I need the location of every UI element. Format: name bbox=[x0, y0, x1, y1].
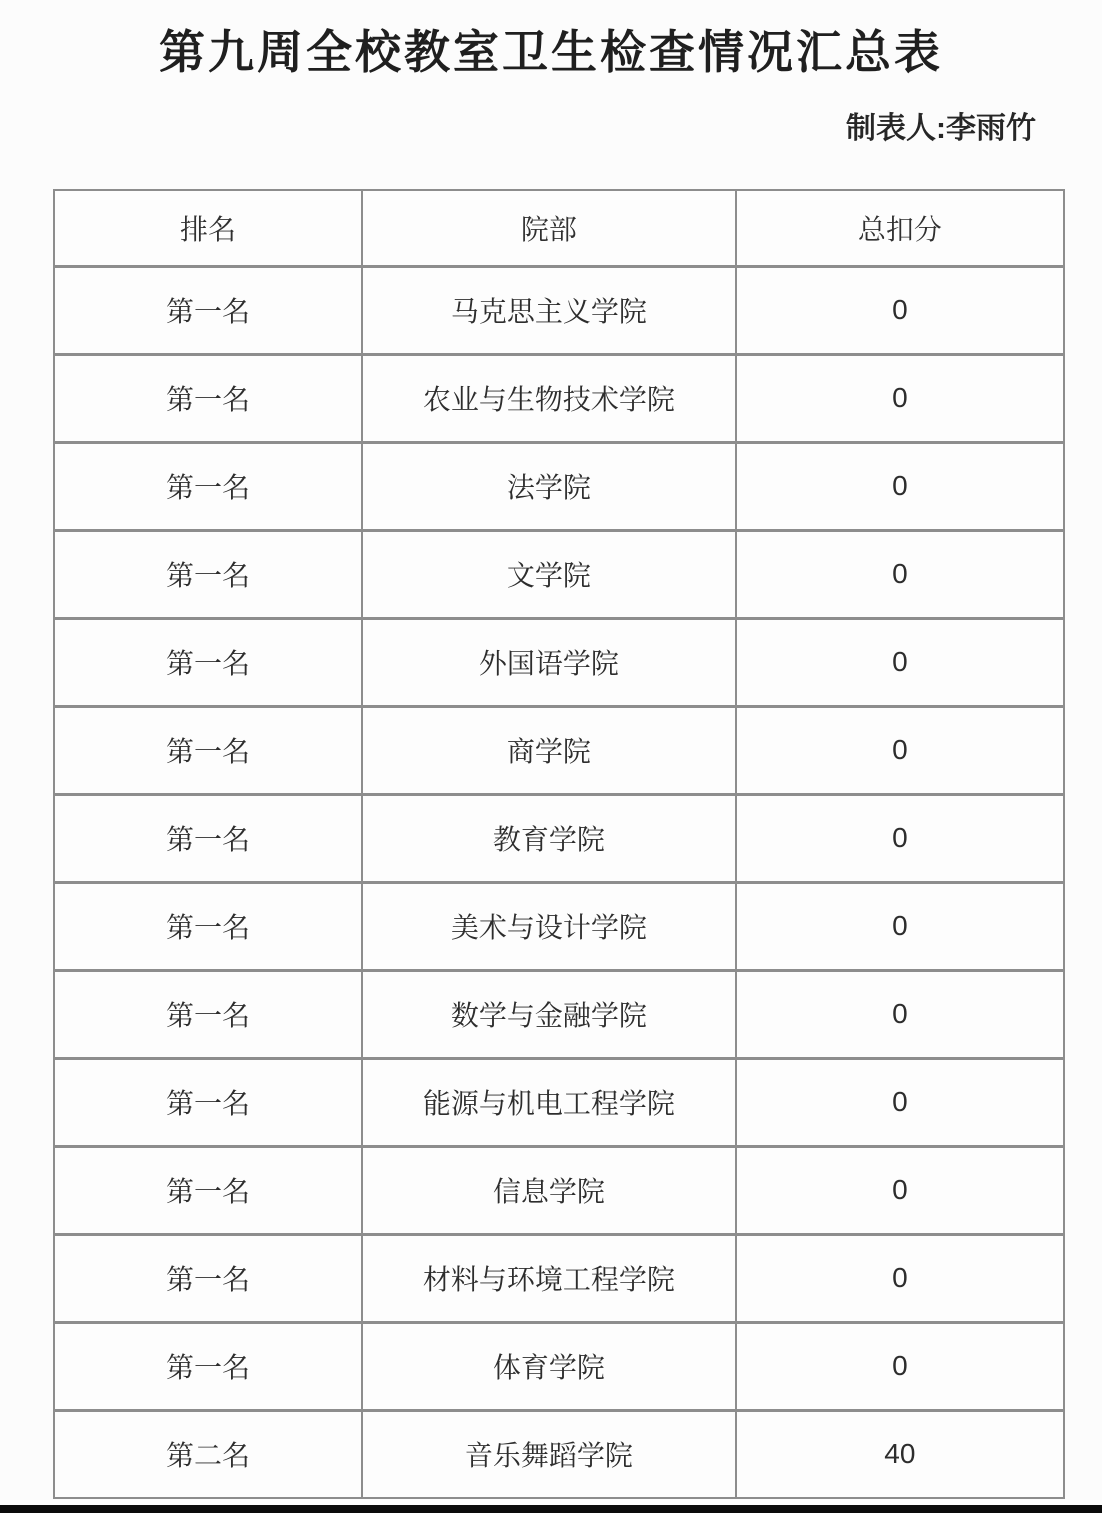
table-row bbox=[54, 706, 1064, 794]
bottom-edge-bar bbox=[0, 1505, 1102, 1513]
deduction-cell: 0 bbox=[736, 1234, 1064, 1322]
department-cell: 文学院 bbox=[362, 530, 736, 618]
department-cell: 信息学院 bbox=[362, 1146, 736, 1234]
table-row bbox=[54, 1234, 1064, 1322]
table-row bbox=[54, 442, 1064, 530]
rank-cell: 第一名 bbox=[54, 530, 362, 618]
table-row bbox=[54, 530, 1064, 618]
table-row bbox=[54, 1146, 1064, 1234]
table-row bbox=[54, 970, 1064, 1058]
rank-cell: 第一名 bbox=[54, 1146, 362, 1234]
department-cell: 体育学院 bbox=[362, 1322, 736, 1410]
deduction-cell: 0 bbox=[736, 706, 1064, 794]
department-cell: 马克思主义学院 bbox=[362, 266, 736, 354]
department-cell: 音乐舞蹈学院 bbox=[362, 1410, 736, 1498]
rank-cell: 第一名 bbox=[54, 882, 362, 970]
rank-cell: 第一名 bbox=[54, 442, 362, 530]
document-page bbox=[0, 26, 1102, 1499]
deduction-cell: 0 bbox=[736, 970, 1064, 1058]
deduction-cell: 0 bbox=[736, 1146, 1064, 1234]
rank-cell: 第一名 bbox=[54, 1234, 362, 1322]
hygiene-summary-table bbox=[53, 189, 1065, 1499]
page-title: 第九周全校教室卫生检查情况汇总表 bbox=[159, 26, 943, 78]
department-cell: 美术与设计学院 bbox=[362, 882, 736, 970]
table-row bbox=[54, 1410, 1064, 1498]
department-cell: 农业与生物技术学院 bbox=[362, 354, 736, 442]
department-cell: 外国语学院 bbox=[362, 618, 736, 706]
rank-cell: 第二名 bbox=[54, 1410, 362, 1498]
table-row bbox=[54, 882, 1064, 970]
deduction-cell: 0 bbox=[736, 882, 1064, 970]
department-cell: 能源与机电工程学院 bbox=[362, 1058, 736, 1146]
table-row bbox=[54, 354, 1064, 442]
department-cell: 教育学院 bbox=[362, 794, 736, 882]
column-header-department: 院部 bbox=[362, 190, 736, 267]
rank-cell: 第一名 bbox=[54, 970, 362, 1058]
department-cell: 材料与环境工程学院 bbox=[362, 1234, 736, 1322]
table-row bbox=[54, 266, 1064, 354]
table-row bbox=[54, 1058, 1064, 1146]
table-row bbox=[54, 1322, 1064, 1410]
column-header-deduction: 总扣分 bbox=[736, 190, 1064, 267]
rank-cell: 第一名 bbox=[54, 706, 362, 794]
deduction-cell: 40 bbox=[736, 1410, 1064, 1498]
rank-cell: 第一名 bbox=[54, 354, 362, 442]
deduction-cell: 0 bbox=[736, 266, 1064, 354]
department-cell: 法学院 bbox=[362, 442, 736, 530]
rank-cell: 第一名 bbox=[54, 266, 362, 354]
rank-cell: 第一名 bbox=[54, 1058, 362, 1146]
column-header-rank: 排名 bbox=[54, 190, 362, 267]
rank-cell: 第一名 bbox=[54, 1322, 362, 1410]
rank-cell: 第一名 bbox=[54, 618, 362, 706]
rank-cell: 第一名 bbox=[54, 794, 362, 882]
deduction-cell: 0 bbox=[736, 618, 1064, 706]
deduction-cell: 0 bbox=[736, 794, 1064, 882]
department-cell: 商学院 bbox=[362, 706, 736, 794]
table-row bbox=[54, 794, 1064, 882]
credit-line: 制表人:李雨竹 bbox=[846, 111, 1036, 145]
deduction-cell: 0 bbox=[736, 442, 1064, 530]
deduction-cell: 0 bbox=[736, 530, 1064, 618]
department-cell: 数学与金融学院 bbox=[362, 970, 736, 1058]
deduction-cell: 0 bbox=[736, 1058, 1064, 1146]
deduction-cell: 0 bbox=[736, 354, 1064, 442]
table-row bbox=[54, 618, 1064, 706]
header-row bbox=[54, 190, 1064, 267]
deduction-cell: 0 bbox=[736, 1322, 1064, 1410]
